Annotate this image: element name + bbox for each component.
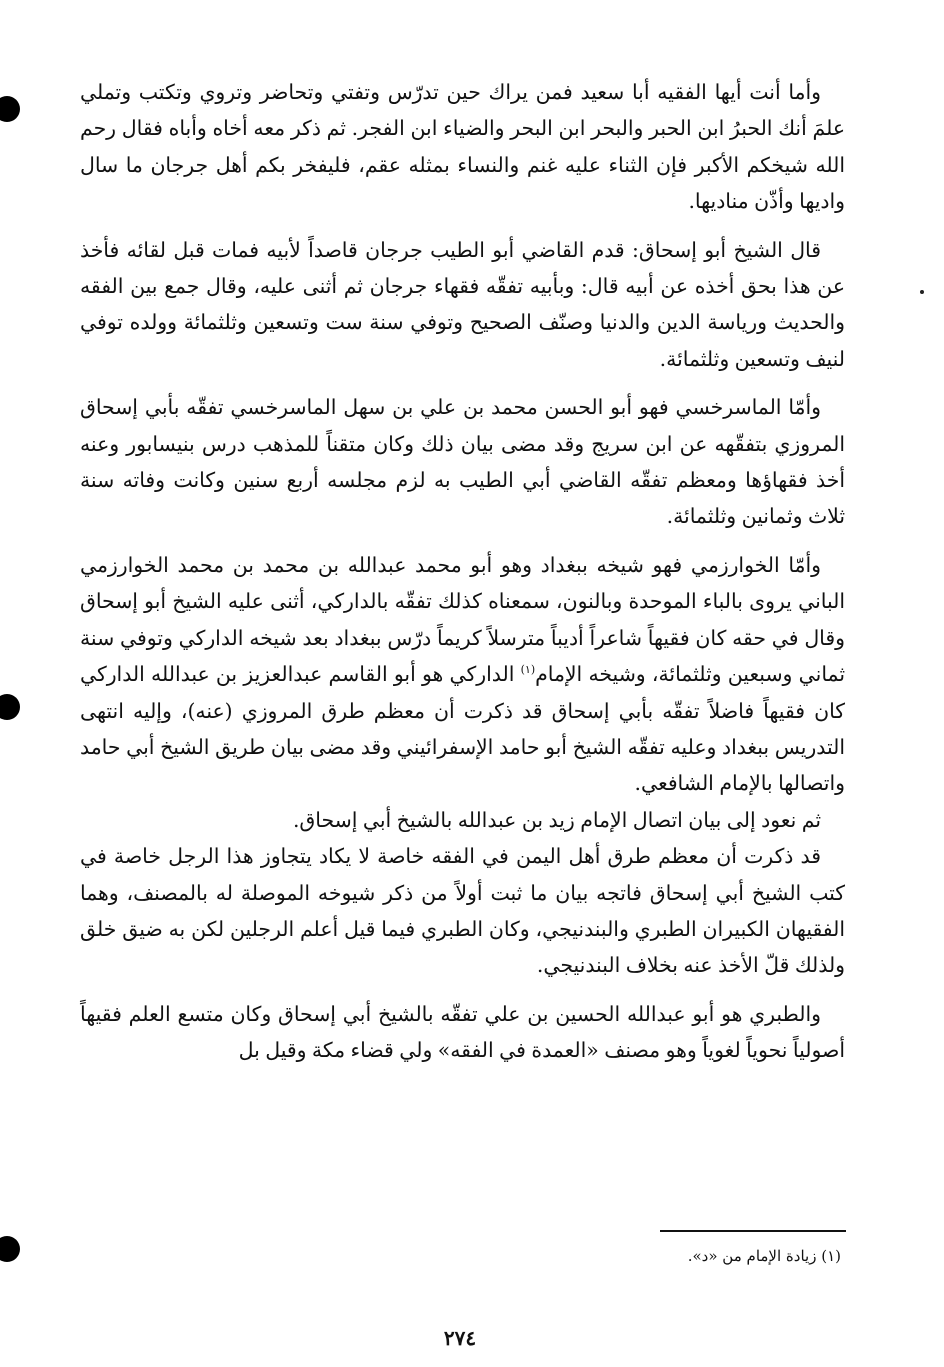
- footnote-separator: [660, 1230, 846, 1232]
- paragraph-4-part-2: الداركي هو أبو القاسم عبدالعزيز بن عبدالله الداركي كان فقيهاً فاضلاً تفقّه بأبي إسحاق قد ذكرت أن معظم طرق المروزي (عنه)، وإليه انتهى التدريس ببغداد وعليه تفقّه الشيخ أبو حامد الإسفرائيني وقد مضى بيان طريق الشيخ أبي حامد واتصالها بالإمام الشافعي.: [80, 662, 845, 796]
- punch-hole-top: [0, 96, 20, 122]
- footnote-text: زيادة الإمام من «د».: [687, 1247, 817, 1265]
- main-text: [80, 74, 845, 1069]
- paragraph-2: قال الشيخ أبو إسحاق: قدم القاضي أبو الطيب جرجان قاصداً لأبيه فمات قبل لقائه فأخذ عن هذا بحق أخذه عن أبيه قال: وبأبيه تفقّه فقهاء جرجان ثم أثنى عليه، وقال جمع بين الفقه والحديث ورياسة الدين والدنيا وصنّف الصحيح وتوفي سنة ست وتسعين وثلثمائة وولده توفي لنيف وتسعين وثلثمائة.: [80, 237, 845, 371]
- punch-hole-bottom: [0, 1236, 20, 1262]
- paragraph-6: قد ذكرت أن معظم طرق أهل اليمن في الفقه خاصة لا يكاد يتجاوز هذا الرجل خاصة في كتب الشيخ أبي إسحاق فاتجه بيان ما ثبت أولاً من ذكر شيوخه الموصلة له بالمصنف، وهما الفقيهان الكبيران الطبري والبندنيجي، وكان الطبري فيما قيل أعلم الرجلين لكن به ضيق خلق ولذلك قلّ الأخذ عنه بخلاف البندنيجي.: [80, 844, 845, 978]
- footnote: [81, 1244, 841, 1268]
- scan-speck: [920, 290, 924, 294]
- footnote-number: (١): [821, 1247, 841, 1265]
- page-number: ٢٧٤: [443, 1326, 477, 1350]
- paragraph-7: والطبري هو أبو عبدالله الحسين بن علي تفقّه بالشيخ أبي إسحاق وكان متسع العلم فقيهاً أصولياً نحوياً لغوياً وهو مصنف «العمدة في الفقه» ولي قضاء مكة وقيل بل: [80, 1001, 845, 1063]
- paragraph-4-part-1: وأمّا الخوارزمي فهو شيخه ببغداد وهو أبو محمد عبدالله بن محمد بن محمد الخوارزمي الباني يروى بالباء الموحدة وبالنون، سمعناه كذلك تفقّه بالداركي، أثنى عليه الشيخ أبو إسحاق وقال في حقه كان فقيهاً شاعراً أديباً مترسلاً كريماً درّس ببغداد بعد شيخه الداركي وتوفي سنة ثماني وسبعين وثلثمائة، وشيخه الإمام: [80, 552, 845, 687]
- paragraph-1: وأما أنت أيها الفقيه أبا سعيد فمن يراك حين تدرّس وتفتي وتحاضر وتروي وتكتب وتملي علمَ أنك الحبرُ ابن الحبر والبحر ابن البحر والضياء ابن الفجر. ثم ذكر معه أخاه وأباه فقال رحم الله شيخكم الأكبر فإن الثناء عليه غنم والنساء بمثله عقم، فليفخر بكم أهل جرجان ما سال واديها وأذّن مناديها.: [80, 80, 845, 214]
- punch-hole-middle: [0, 694, 20, 720]
- paragraph-5: ثم نعود إلى بيان اتصال الإمام زيد بن عبدالله بالشيخ أبي إسحاق.: [292, 807, 821, 832]
- document-page: [80, 74, 845, 1350]
- footnote-marker: (١): [520, 663, 536, 677]
- paragraph-3: وأمّا الماسرخسي فهو أبو الحسن محمد بن علي بن سهل الماسرخسي تفقّه بأبي إسحاق المروزي بتفقّهه عن ابن سريج وقد مضى بيان ذلك وكان متقناً للمذهب درس بنيسابور وعنه أخذ فقهاؤها ومعظم تفقّه القاضي أبي الطيب به لزم مجلسه أربع سنين وكانت وفاته سنة ثلاث وثمانين وثلثمائة.: [80, 395, 845, 529]
- paragraph-4: [80, 547, 845, 802]
